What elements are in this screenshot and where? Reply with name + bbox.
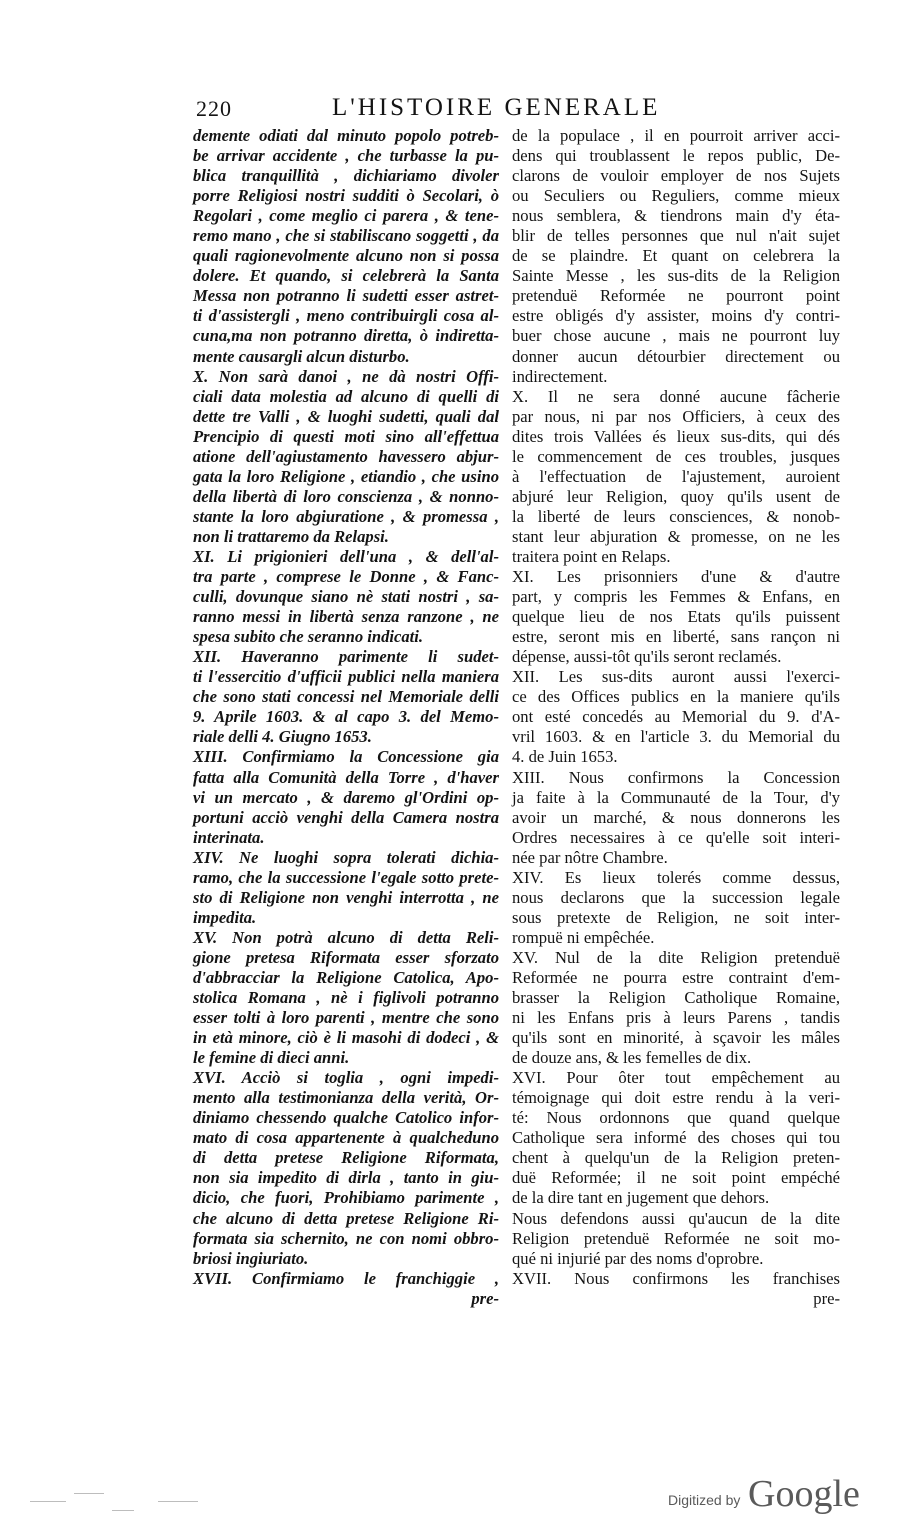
french-text-line: sous pretexte de Religion, ne soit inter- (512, 907, 840, 927)
french-text-line: XVI. Pour ôter tout empêchement au (512, 1068, 840, 1088)
italian-text-line: riale delli 4. Giugno 1653. (193, 727, 372, 747)
french-text-line: pretenduë Reformée ne pourront point (512, 286, 840, 306)
italian-text-line: demente odiati dal minuto popolo potreb- (193, 126, 499, 145)
french-text-line: donner aucun détourbier directement ou (512, 346, 840, 366)
scan-mark (74, 1493, 104, 1494)
google-logo: Google (748, 1473, 860, 1515)
italian-text-line: XVI. Acciò si toglia , ogni impedi- (193, 1068, 499, 1088)
french-text-line: 4. de Juin 1653. (512, 747, 618, 767)
french-text-line: de se plaindre. Et quant on celebrera la (512, 246, 840, 266)
italian-text-line: mento alla testimonianza della verità, Or- (193, 1088, 499, 1108)
italian-text-line: vi un mercato , & daremo gl'Ordini op- (193, 787, 499, 807)
french-text-line: buer chose aucune , mais ne pourront luy (512, 326, 840, 346)
italian-text-line: fatta alla Comunità della Torre , d'haver (193, 767, 499, 787)
french-text-line: part, y compris les Femmes & Enfans, en (512, 587, 840, 607)
italian-text-line: remo mano , che si stabiliscano soggetti , da (193, 226, 499, 246)
italian-text-line: Prencipio di questi moti sino all'effettua (193, 426, 499, 446)
italian-text-line: diniamo chessendo qualche Catolico infor- (193, 1108, 499, 1128)
french-text-line: dites trois Vallées és lieux sus-dits, qui dés (512, 426, 840, 446)
italian-text-line: ciali data molestia ad alcuno di quelli di (193, 386, 499, 406)
italian-text-line: ramo, che la successione l'egale sotto prete- (193, 867, 499, 887)
italian-text-line: spesa subito che seranno indicati. (193, 627, 424, 647)
french-text-line: XI. Les prisonniers d'une & d'autre (512, 567, 840, 587)
italian-text-line: stolica Romana , nè i figlivoli potranno (193, 988, 499, 1008)
italian-text-line: d'abbracciar la Religione Catolica, Apo- (193, 967, 499, 987)
italian-text-line: non li trattaremo da Relapsi. (193, 526, 389, 546)
french-text-line: le commencement de ces troubles, jusques (512, 446, 840, 466)
french-text-line: la liberté de leurs consciences, & nonob- (512, 506, 840, 526)
french-text-line: dens qui troublassent le repos public, De- (512, 146, 840, 166)
french-text-line: brasser la Religion Catholique Romaine, (512, 988, 840, 1008)
french-text-line: dépense, aussi-tôt qu'ils seront reclamés. (512, 647, 782, 667)
french-text-line: ou Seculiers ou Reguliers, comme mieux (512, 186, 840, 206)
french-text-line: qué ni injurié par des noms d'oprobre. (512, 1248, 764, 1268)
italian-text-line: cuna,ma non potranno diretta, ò indiretta- (193, 326, 499, 346)
italian-text-line: XIV. Ne luoghi sopra tolerati dichia- (193, 847, 499, 867)
italian-text-line: dette tre Valli , & luoghi sudetti, quali dal (193, 406, 499, 426)
google-watermark (668, 1472, 868, 1516)
french-text-line: née par nôtre Chambre. (512, 847, 668, 867)
page-number: 220 (196, 96, 232, 121)
italian-text-line: mato di cosa appartenente à qualcheduno (193, 1128, 499, 1148)
french-text-line: témoignage qui doit estre rendu à la veri- (512, 1088, 840, 1108)
italian-text-line: esser tolti à loro parenti , mentre che sono (193, 1008, 499, 1028)
italian-text-line: mente causargli alcun disturbo. (193, 346, 410, 366)
italian-text-line: della libertà di loro conscienza , & nonno- (193, 486, 499, 506)
italian-text-line: che sono stati concessi nel Memoriale delli (193, 687, 499, 707)
french-text-line: de douze ans, & les femelles de dix. (512, 1048, 752, 1068)
french-text-line: par nous, ni par nos Officiers, à ceux des (512, 406, 840, 426)
italian-text-line: di detta pretese Religione Riformata, (193, 1148, 499, 1168)
french-text-column (512, 126, 840, 1309)
scan-mark (158, 1501, 198, 1502)
french-text-line: Ordres necessaires à ce qu'elle soit interi- (512, 827, 840, 847)
italian-text-line: ti d'assistergli , meno contribuirgli cosa al- (193, 306, 499, 326)
italian-text-line: formata sia schernito, ne con nomi obbro- (193, 1228, 499, 1248)
french-text-line: abjuré leur Religion, quoy qu'ils usent de (512, 486, 840, 506)
french-text-line: Sainte Messe , les sus-dits de la Religion (512, 266, 840, 286)
italian-text-line: be arrivar accidente , che turbasse la pu- (193, 146, 499, 166)
italian-text-line: X. Non sarà danoi , ne dà nostri Offi- (193, 366, 499, 386)
italian-text-line: pre- (471, 1288, 499, 1308)
french-text-line: duë Reformée; il ne soit point empéché (512, 1168, 840, 1188)
italian-text-line: tra parte , comprese le Donne , & Fanc- (193, 567, 499, 587)
french-text-line: à l'effectuation de l'ajustement, auroient (512, 466, 840, 486)
french-text-line: avoir un marché, & nous donnerons les (512, 807, 840, 827)
french-text-line: traitera point en Relaps. (512, 546, 671, 566)
french-text-line: qu'ils sont en minorité, à sçavoir les mâles (512, 1028, 840, 1048)
french-text-line: estre, seront mis en liberté, sans rançon ni (512, 627, 840, 647)
italian-text-line: porre Religiosi nostri sudditi ò Secolari, ò (193, 186, 499, 206)
french-text-line: ce des Offices publics en la maniere qu'ils (512, 687, 840, 707)
italian-text-line: briosi ingiuriato. (193, 1248, 309, 1268)
italian-text-line: impedita. (193, 907, 257, 927)
italian-text-line: quali ragionevolmente alcuno non si possa (193, 246, 499, 266)
french-text-line: estre obligés d'y assister, moins d'y contri- (512, 306, 840, 326)
italian-text-line: che alcuno di detta pretese Religione Ri- (193, 1208, 499, 1228)
italian-text-line: ti l'essercitio d'ufficii publici nella maniera (193, 667, 499, 687)
french-text-line: ni les Enfans pris à leurs Parens , tandis (512, 1008, 840, 1028)
italian-text-line: XV. Non potrà alcuno di detta Reli- (193, 927, 499, 947)
scan-mark (30, 1501, 66, 1502)
french-text-line: chent à quelqu'un de la Religion preten- (512, 1148, 840, 1168)
italian-text-line: in età minore, ciò è li masohi di dodeci , & (193, 1028, 499, 1048)
french-text-line: clarons de vouloir employer de nos Sujets (512, 166, 840, 186)
french-text-line: té: Nous ordonnons que quand quelque (512, 1108, 840, 1128)
french-text-line: quelque lieu de nos Etats qu'ils puissent (512, 607, 840, 627)
page-header (196, 96, 838, 126)
french-text-line: nous semblera, & tiendrons main d'y éta- (512, 206, 840, 226)
french-text-line: XVII. Nous confirmons les franchises (512, 1268, 840, 1288)
italian-text-line: 9. Aprile 1603. & al capo 3. del Memo- (193, 707, 499, 727)
french-text-line: nous declarons que la succession legale (512, 887, 840, 907)
italian-text-line: gata la loro Religione , etiandio , che usino (193, 466, 499, 486)
italian-text-line: non sia impedito di dirla , tanto in giu- (193, 1168, 499, 1188)
french-text-line: vril 1603. & en l'article 3. du Memorial du (512, 727, 840, 747)
italian-text-line: interinata. (193, 827, 265, 847)
italian-text-line: le femine di dieci anni. (193, 1048, 350, 1068)
italian-text-column (193, 126, 499, 1309)
italian-text-line: blica tranquillità , dichiariamo divoler (193, 166, 499, 186)
italian-text-line: dolere. Et quando, si celebrerà la Santa (193, 266, 499, 286)
italian-text-line: ranno messi in libertà senza ranzone , ne (193, 607, 499, 627)
french-text-line: rompuë ni empêchée. (512, 927, 655, 947)
italian-text-line: culli, dovunque siano nè stati nostri , sa- (193, 587, 499, 607)
french-text-line: ont esté concedés au Memorial du 9. d'A- (512, 707, 840, 727)
french-text-line: Nous defendons aussi qu'aucun de la dite (512, 1208, 840, 1228)
french-text-line: Catholique sera informé des choses qui tou (512, 1128, 840, 1148)
running-head: L'HISTOIRE GENERALE (332, 94, 661, 121)
italian-text-line: stante la loro abgiuratione , & promessa , (193, 506, 499, 526)
french-text-line: ja faite à la Communauté de la Tour, d'y (512, 787, 840, 807)
french-text-line: de la populace , il en pourroit arriver acci- (512, 126, 840, 145)
italian-text-line: dicio, che fuori, Prohibiamo parimente , (193, 1188, 499, 1208)
french-text-line: XII. Les sus-dits auront aussi l'exerci- (512, 667, 840, 687)
scan-mark (112, 1510, 134, 1511)
french-text-line: de la dire tant en jugement que dehors. (512, 1188, 770, 1208)
french-text-line: Reformée ne pourra estre contraint d'em- (512, 967, 840, 987)
french-text-line: indirectement. (512, 366, 608, 386)
italian-text-line: portuni acciò venghi della Camera nostra (193, 807, 499, 827)
italian-text-line: XI. Li prigionieri dell'una , & dell'al- (193, 546, 499, 566)
italian-text-line: gione pretesa Riformata esser sforzato (193, 947, 499, 967)
french-text-line: pre- (813, 1288, 840, 1308)
italian-text-line: sto di Religione non venghi interrotta , ne (193, 887, 499, 907)
french-text-line: Religion pretenduë Reformée ne soit mo- (512, 1228, 840, 1248)
french-text-line: stant leur abjuration & promesse, on ne les (512, 526, 840, 546)
french-text-line: XIII. Nous confirmons la Concession (512, 767, 840, 787)
italian-text-line: Regolari , come meglio ci parera , & tene- (193, 206, 499, 226)
french-text-line: blir de telles personnes que nul n'ait sujet (512, 226, 840, 246)
digitized-by-label: Digitized by (668, 1492, 741, 1508)
italian-text-line: XIII. Confirmiamo la Concessione gia (193, 747, 499, 767)
italian-text-line: atione dell'agiustamento havessero abjur- (193, 446, 499, 466)
italian-text-line: XII. Haveranno parimente li sudet- (193, 647, 499, 667)
italian-text-line: XVII. Confirmiamo le franchiggie , (193, 1268, 499, 1288)
italian-text-line: Messa non potranno li sudetti esser astret- (193, 286, 499, 306)
french-text-line: XV. Nul de la dite Religion pretenduë (512, 947, 840, 967)
french-text-line: XIV. Es lieux tolerés comme dessus, (512, 867, 840, 887)
french-text-line: X. Il ne sera donné aucune fâcherie (512, 386, 840, 406)
